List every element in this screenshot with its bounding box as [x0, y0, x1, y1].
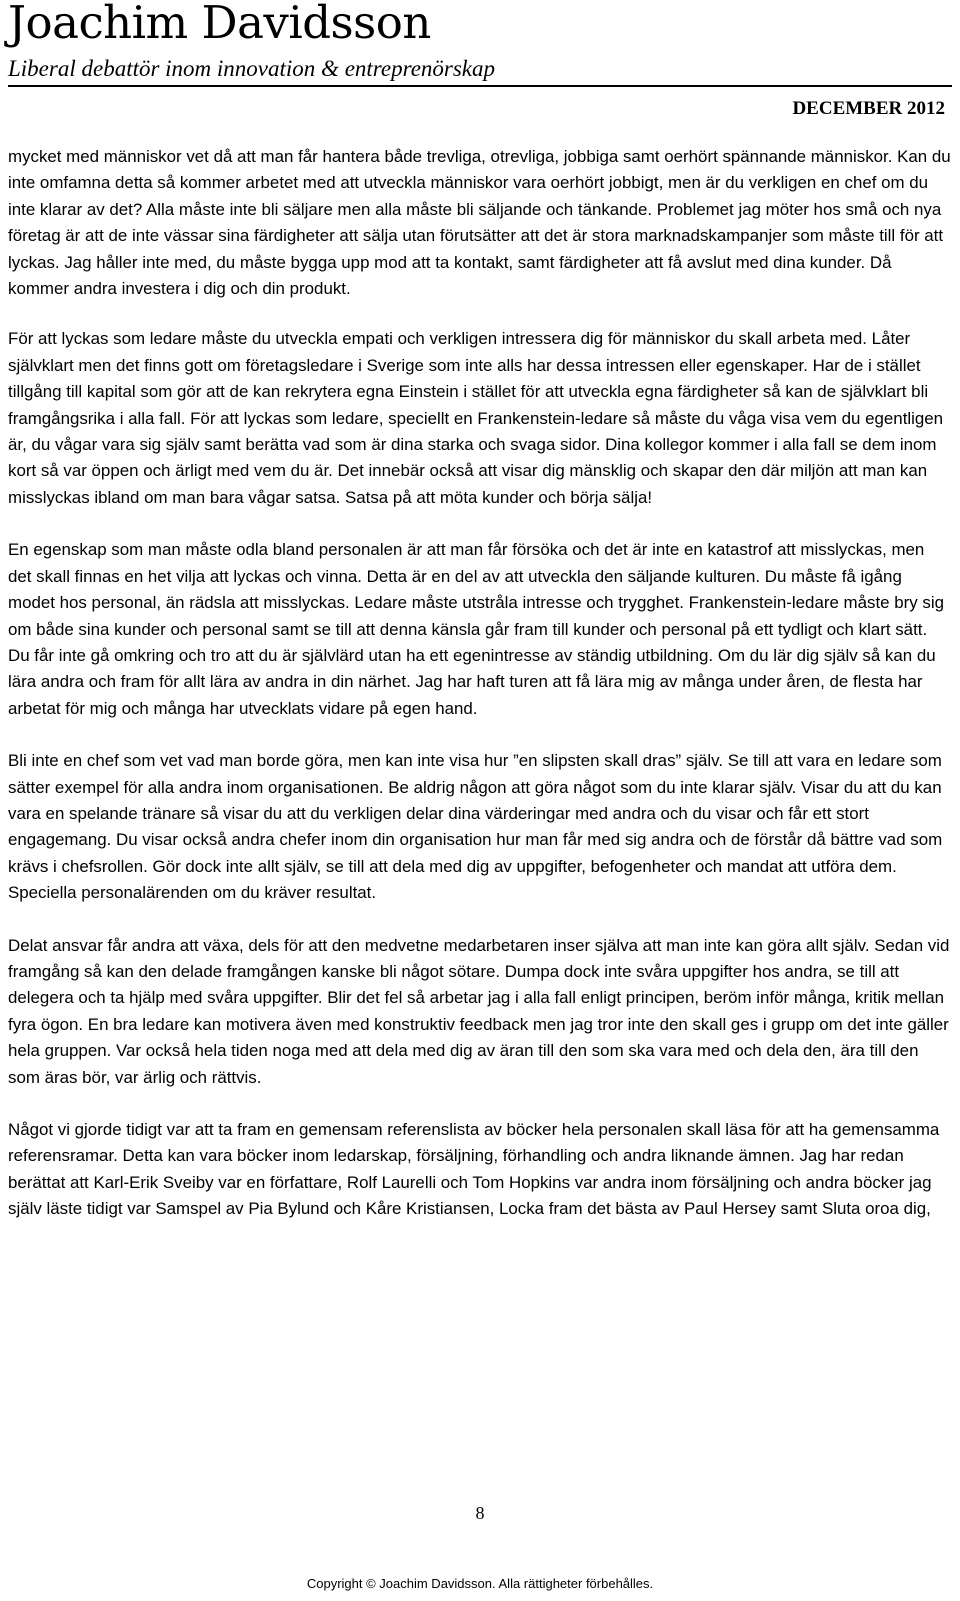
paragraph: Bli inte en chef som vet vad man borde göra, men kan inte visa hur ”en slipsten skall dras” själv. Se till att vara en ledare som sätter exempel för alla andra inom organisationen. Be aldrig någon att göra något som du inte klarar själv. Visar du att du kan vara en spelande tränare så visar du att du verkligen delar dina värderingar med andra och du visar och får ett stort engagemang. Du visar också andra chefer inom din organisation hur man får med sig andra och de förstår då bättre vad som krävs i chefsrollen. Gör dock inte allt själv, se till att dela med dig av uppgifter, befogenheter och mandat att utföra dem. Speciella personalärenden om du kräver resultat. [8, 751, 943, 903]
author-subtitle: Liberal debattör inom innovation & entreprenörskap [8, 56, 496, 81]
body-text [8, 144, 952, 1249]
paragraph: För att lyckas som ledare måste du utveckla empati och verkligen intressera dig för människor du skall arbeta med. Låter självklart men det finns gott om företagsledare i Sverige som inte alls har dessa intressen eller egenskaper. Har de i stället tillgång till kapital som gör att de kan rekrytera egna Einstein i stället för att utveckla egna färdigheter så kan de självklart bli framgångsrika i alla fall. För att lyckas som ledare, speciellt en Frankenstein-ledare så måste du våga visa vem du egentligen är, du vågar vara sig själv samt berätta vad som är dina starka och svaga sidor. Dina kollegor kommer i alla fall se dem inom kort så var öppen och ärligt med vem du är. Det innebär också att visar dig mänsklig och skapar den där miljön att man kan misslyckas ibland om man bara vågar satsa. Satsa på att möta kunder och börja sälja! [8, 329, 944, 507]
page-number: 8 [475, 1503, 485, 1523]
author-name: Joachim Davidsson [8, 0, 431, 49]
copyright-notice: Copyright © Joachim Davidsson. Alla rättigheter förbehålles. [306, 1576, 654, 1591]
paragraph: Något vi gjorde tidigt var att ta fram en gemensam referenslista av böcker hela personalen skall läsa för att ha gemensamma referensramar. Detta kan vara böcker inom ledarskap, försäljning, förhandling och andra liknande ämnen. Jag har redan berättat att Karl-Erik Sveiby var en författare, Rolf Laurelli och Tom Hopkins var andra inom försäljning och andra böcker jag själv läste tidigt var Samspel av Pia Bylund och Kåre Kristiansen, Locka fram det bästa av Paul Hersey samt Sluta oroa dig, [8, 1120, 940, 1219]
paragraph: mycket med människor vet då att man får hantera både trevliga, otrevliga, jobbiga samt oerhört spännande människor. Kan du inte omfamna detta så kommer arbetet med att utveckla människor vara oerhört jobbigt, men är du verkligen en chef om du inte klarar av det? Alla måste inte bli säljare men alla måste bli säljande och tänkande. Problemet jag möter hos små och nya företag är att de inte vässar sina färdigheter att sälja utan förutsätter att det är stora marknadskampanjer som måste till för att lyckas. Jag håller inte med, du måste bygga upp mod att ta kontakt, samt färdigheter att få avslut med dina kunder. Då kommer andra investera i dig och din produkt. [8, 147, 951, 299]
header-rule [8, 85, 952, 87]
paragraph: En egenskap som man måste odla bland personalen är att man får försöka och det är inte en katastrof att misslyckas, men det skall finnas en het vilja att lyckas och vinna. Detta är en del av att utveckla den säljande kulturen. Du måste få igång modet hos personal, än rädsla att misslyckas. Ledare måste utstråla intresse och trygghet. Frankenstein-ledare måste bry sig om både sina kunder och personal samt se till att denna känsla går fram till kunder och personal på ett tydligt och klart sätt. Du får inte gå omkring och tro att du är självlärd utan ha ett egenintresse av ständig utbildning. Om du lär dig själv så kan du lära andra och fram för allt lära av andra in din närhet. Jag har haft turen att få lära mig av många under åren, de flesta har arbetat för mig och många har utvecklats vidare på egen hand. [8, 540, 944, 718]
paragraph: Delat ansvar får andra att växa, dels för att den medvetne medarbetaren inser själva att man inte kan göra allt själv. Sedan vid framgång så kan den delade framgången kanske bli något sötare. Dumpa dock inte svåra uppgifter hos andra, se till att delegera och ta hjälp med svåra uppgifter. Blir det fel så arbetar jag i alla fall enligt principen, beröm inför många, kritik mellan fyra ögon. En bra ledare kan motivera även med konstruktiv feedback men jag tror inte den skall ges i grupp om det inte gäller hela gruppen. Var också hela tiden noga med att dela med dig av äran till den som ska vara med och dela den, ära till den som äras bör, var ärlig och rättvis. [8, 935, 950, 1087]
issue-date: DECEMBER 2012 [792, 98, 945, 119]
